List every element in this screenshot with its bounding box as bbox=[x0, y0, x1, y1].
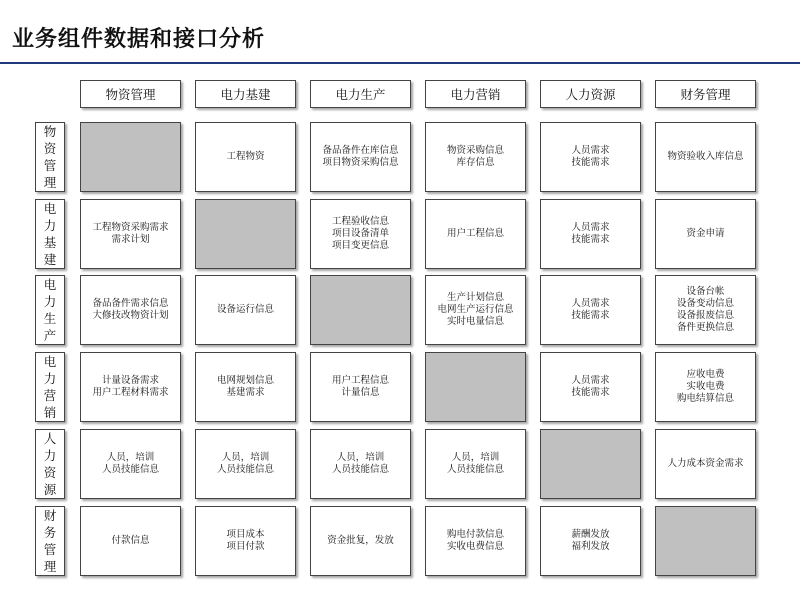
interface-cell bbox=[540, 199, 641, 269]
cell-line: 人员，培训 bbox=[221, 452, 270, 463]
interface-cell bbox=[655, 352, 756, 422]
cell-line: 技能需求 bbox=[571, 387, 610, 398]
cell-line: 资金批复，发放 bbox=[327, 535, 394, 546]
cell-line: 应收电费 bbox=[686, 369, 725, 380]
cell-line: 人员技能信息 bbox=[216, 464, 274, 475]
interface-cell bbox=[540, 122, 641, 192]
cell-line: 需求计划 bbox=[111, 234, 150, 245]
interface-cell bbox=[655, 275, 756, 345]
row-header: 电力基建 bbox=[35, 199, 65, 269]
cell-line: 资金申请 bbox=[686, 228, 725, 239]
interface-cell bbox=[655, 122, 756, 192]
cell-line: 生产计划信息 bbox=[446, 292, 504, 303]
cell-line: 人员需求 bbox=[571, 298, 610, 309]
interface-cell bbox=[80, 506, 181, 576]
interface-cell bbox=[310, 352, 411, 422]
interface-cell bbox=[425, 122, 526, 192]
interface-cell bbox=[310, 429, 411, 499]
cell-line: 电网规划信息 bbox=[216, 375, 274, 386]
cell-line: 人员需求 bbox=[571, 145, 610, 156]
cell-line: 福利发放 bbox=[571, 541, 610, 552]
cell-line: 电网生产运行信息 bbox=[437, 304, 514, 315]
row-header: 物资管理 bbox=[35, 122, 65, 192]
interface-cell bbox=[540, 506, 641, 576]
cell-line: 实收电费信息 bbox=[446, 541, 504, 552]
interface-cell bbox=[425, 275, 526, 345]
diagonal-cell bbox=[540, 429, 641, 499]
cell-line: 大修技改物资计划 bbox=[92, 310, 169, 321]
interface-cell bbox=[80, 429, 181, 499]
cell-line: 人员，培训 bbox=[451, 452, 500, 463]
cell-line: 项目成本 bbox=[226, 529, 265, 540]
cell-line: 人员需求 bbox=[571, 375, 610, 386]
cell-line: 付款信息 bbox=[111, 535, 150, 546]
cell-line: 物资采购信息 bbox=[446, 145, 504, 156]
interface-cell bbox=[425, 506, 526, 576]
cell-line: 项目付款 bbox=[226, 541, 265, 552]
row-header: 电力营销 bbox=[35, 352, 65, 422]
cell-line: 用户工程信息 bbox=[331, 375, 389, 386]
cell-line: 物资验收入库信息 bbox=[667, 151, 744, 162]
cell-line: 人力成本资金需求 bbox=[667, 458, 744, 469]
cell-line: 设备报废信息 bbox=[676, 310, 734, 321]
cell-line: 用户工程信息 bbox=[446, 228, 504, 239]
interface-cell bbox=[195, 506, 296, 576]
cell-line: 备品备件在库信息 bbox=[322, 145, 399, 156]
interface-cell bbox=[425, 429, 526, 499]
column-header: 电力基建 bbox=[195, 80, 296, 108]
cell-line: 购电付款信息 bbox=[446, 529, 504, 540]
cell-line: 实收电费 bbox=[686, 381, 725, 392]
cell-line: 设备变动信息 bbox=[676, 298, 734, 309]
column-header: 物资管理 bbox=[80, 80, 181, 108]
diagonal-cell bbox=[195, 199, 296, 269]
interface-cell bbox=[310, 506, 411, 576]
cell-line: 人员需求 bbox=[571, 222, 610, 233]
cell-line: 项目物资采购信息 bbox=[322, 157, 399, 168]
title-divider bbox=[0, 62, 800, 64]
cell-line: 人员技能信息 bbox=[446, 464, 504, 475]
interface-cell bbox=[80, 199, 181, 269]
cell-line: 用户工程材料需求 bbox=[92, 387, 169, 398]
cell-line: 购电结算信息 bbox=[676, 393, 734, 404]
cell-line: 工程物资 bbox=[226, 151, 265, 162]
interface-cell bbox=[310, 122, 411, 192]
cell-line: 备件更换信息 bbox=[676, 322, 734, 333]
cell-line: 技能需求 bbox=[571, 310, 610, 321]
cell-line: 库存信息 bbox=[456, 157, 495, 168]
cell-line: 技能需求 bbox=[571, 157, 610, 168]
column-header: 财务管理 bbox=[655, 80, 756, 108]
cell-line: 设备台帐 bbox=[686, 286, 725, 297]
row-header: 人力资源 bbox=[35, 429, 65, 499]
column-header: 电力生产 bbox=[310, 80, 411, 108]
interface-cell bbox=[195, 275, 296, 345]
row-header: 财务管理 bbox=[35, 506, 65, 576]
cell-line: 工程验收信息 bbox=[331, 216, 389, 227]
cell-line: 实时电量信息 bbox=[446, 316, 504, 327]
interface-cell bbox=[540, 275, 641, 345]
cell-line: 人员技能信息 bbox=[101, 464, 159, 475]
interface-cell bbox=[195, 429, 296, 499]
cell-line: 人员，培训 bbox=[336, 452, 385, 463]
cell-line: 设备运行信息 bbox=[216, 304, 274, 315]
diagonal-cell bbox=[655, 506, 756, 576]
interface-cell bbox=[655, 199, 756, 269]
cell-line: 人员技能信息 bbox=[331, 464, 389, 475]
cell-line: 技能需求 bbox=[571, 234, 610, 245]
cell-line: 薪酬发放 bbox=[571, 529, 610, 540]
interface-cell bbox=[195, 122, 296, 192]
cell-line: 计量信息 bbox=[341, 387, 380, 398]
diagonal-cell bbox=[80, 122, 181, 192]
interface-cell bbox=[195, 352, 296, 422]
interface-cell bbox=[80, 352, 181, 422]
cell-line: 项目变更信息 bbox=[331, 240, 389, 251]
interface-cell bbox=[80, 275, 181, 345]
cell-line: 计量设备需求 bbox=[101, 375, 159, 386]
diagonal-cell bbox=[425, 352, 526, 422]
diagonal-cell bbox=[310, 275, 411, 345]
column-header: 人力资源 bbox=[540, 80, 641, 108]
interface-cell bbox=[310, 199, 411, 269]
cell-line: 工程物资采购需求 bbox=[92, 222, 169, 233]
interface-cell bbox=[540, 352, 641, 422]
cell-line: 项目设备清单 bbox=[331, 228, 389, 239]
page-title: 业务组件数据和接口分析 bbox=[12, 27, 266, 52]
cell-line: 基建需求 bbox=[226, 387, 265, 398]
column-header: 电力营销 bbox=[425, 80, 526, 108]
cell-line: 备品备件需求信息 bbox=[92, 298, 169, 309]
cell-line: 人员，培训 bbox=[106, 452, 155, 463]
interface-cell bbox=[655, 429, 756, 499]
interface-cell bbox=[425, 199, 526, 269]
row-header: 电力生产 bbox=[35, 275, 65, 345]
